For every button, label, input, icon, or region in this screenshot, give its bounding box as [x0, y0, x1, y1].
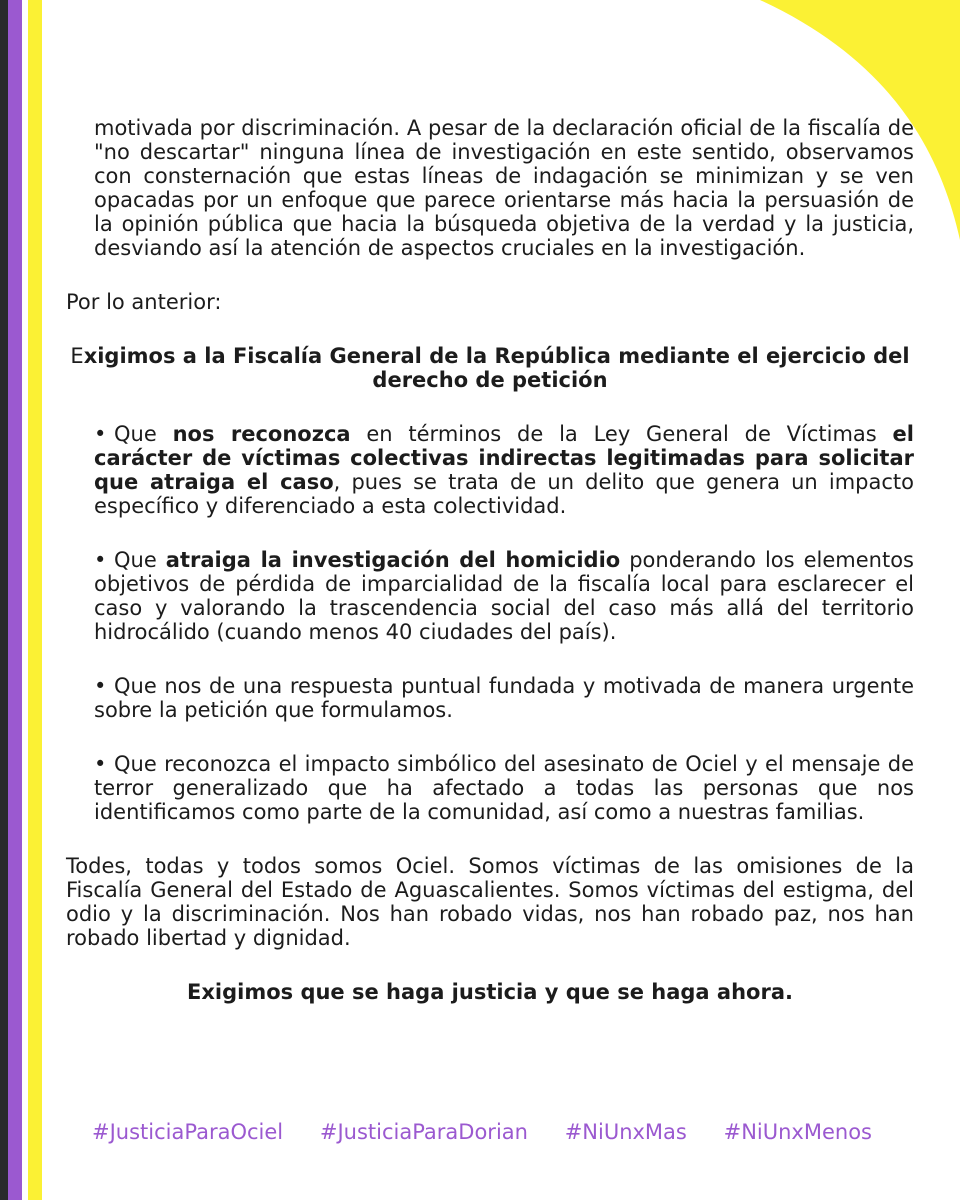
bullet-2-text-a: Que — [114, 548, 166, 572]
document-body — [66, 116, 914, 1004]
bullet-2-text-b: ponderando los elementos objetivos de pérdida de imparcialidad de la fiscalía local para esclarecer el caso y valorando la trascendencia social del caso más allá del territorio hidrocálido (cuando menos 40 ciudades del país). — [94, 548, 915, 644]
bullet-1-bold-a: nos reconozca — [172, 422, 351, 446]
bullet-2-bold-a: atraiga la investigación del homicidio — [165, 548, 621, 572]
heading-rest: xigimos a la Fiscalía General de la República mediante el ejercicio del derecho de petición — [83, 344, 910, 392]
bullet-dot: • — [94, 548, 107, 572]
demand-heading — [66, 344, 914, 392]
black-stripe — [0, 0, 8, 1200]
closing-statement: Exigimos que se haga justicia y que se haga ahora. — [187, 980, 793, 1004]
bullet-1-bold-b: el carácter de víctimas colectivas indirectas legitimadas para solicitar que atraiga el caso — [94, 422, 914, 494]
bullet-dot: • — [94, 422, 107, 446]
hashtag-ni-unx-mas: #NiUnxMas — [564, 1120, 687, 1144]
yellow-stripe — [28, 0, 42, 1200]
bullet-3-text: Que nos de una respuesta puntual fundada y motivada de manera urgente sobre la petición que formulamos. — [94, 674, 914, 722]
bullet-dot: • — [94, 674, 107, 698]
intro-paragraph: motivada por discriminación. A pesar de la declaración oficial de la fiscalía de "no descartar" ninguna línea de investigación en este sentido, observamos con consternación que estas líneas de indagación se minimizan y se ven opacadas por un enfoque que parece orientarse más hacia la persuasión de la opinión pública que hacia la búsqueda objetiva de la verdad y la justicia, desviando así la atención de aspectos cruciales en la investigación. — [94, 116, 914, 260]
por-lo-anterior: Por lo anterior: — [66, 290, 222, 314]
final-paragraph: Todes, todas y todos somos Ociel. Somos víctimas de las omisiones de la Fiscalía General del Estado de Aguascalientes. Somos víctimas del estigma, del odio y la discriminación. Nos han robado vidas, nos han robado paz, nos han robado libertad y dignidad. — [66, 854, 914, 950]
hashtag-justicia-para-ociel: #JusticiaParaOciel — [92, 1120, 284, 1144]
purple-stripe — [8, 0, 22, 1200]
bullet-4-text: Que reconozca el impacto simbólico del asesinato de Ociel y el mensaje de terror generalizado que ha afectado a todas las personas que nos identificamos como parte de la comunidad, así como a nuestras familias. — [94, 752, 914, 824]
hashtag-row — [92, 1120, 872, 1144]
bullet-item-1 — [94, 422, 914, 518]
hashtag-justicia-para-dorian: #JusticiaParaDorian — [319, 1120, 528, 1144]
bullet-item-4 — [94, 752, 914, 824]
bullet-item-3 — [94, 674, 914, 722]
bullet-item-2 — [94, 548, 914, 644]
bullet-1-text-b: en términos de la Ley General de Víctimas — [350, 422, 893, 446]
bullet-1-text-c: , pues se trata de un delito que genera un impacto específico y diferenciado a esta colectividad. — [94, 470, 914, 518]
bullet-dot: • — [94, 752, 107, 776]
heading-first-letter: E — [70, 344, 84, 368]
flag-stripes — [0, 0, 42, 1200]
hashtag-ni-unx-menos: #NiUnxMenos — [723, 1120, 872, 1144]
bullet-1-text-a: Que — [114, 422, 173, 446]
